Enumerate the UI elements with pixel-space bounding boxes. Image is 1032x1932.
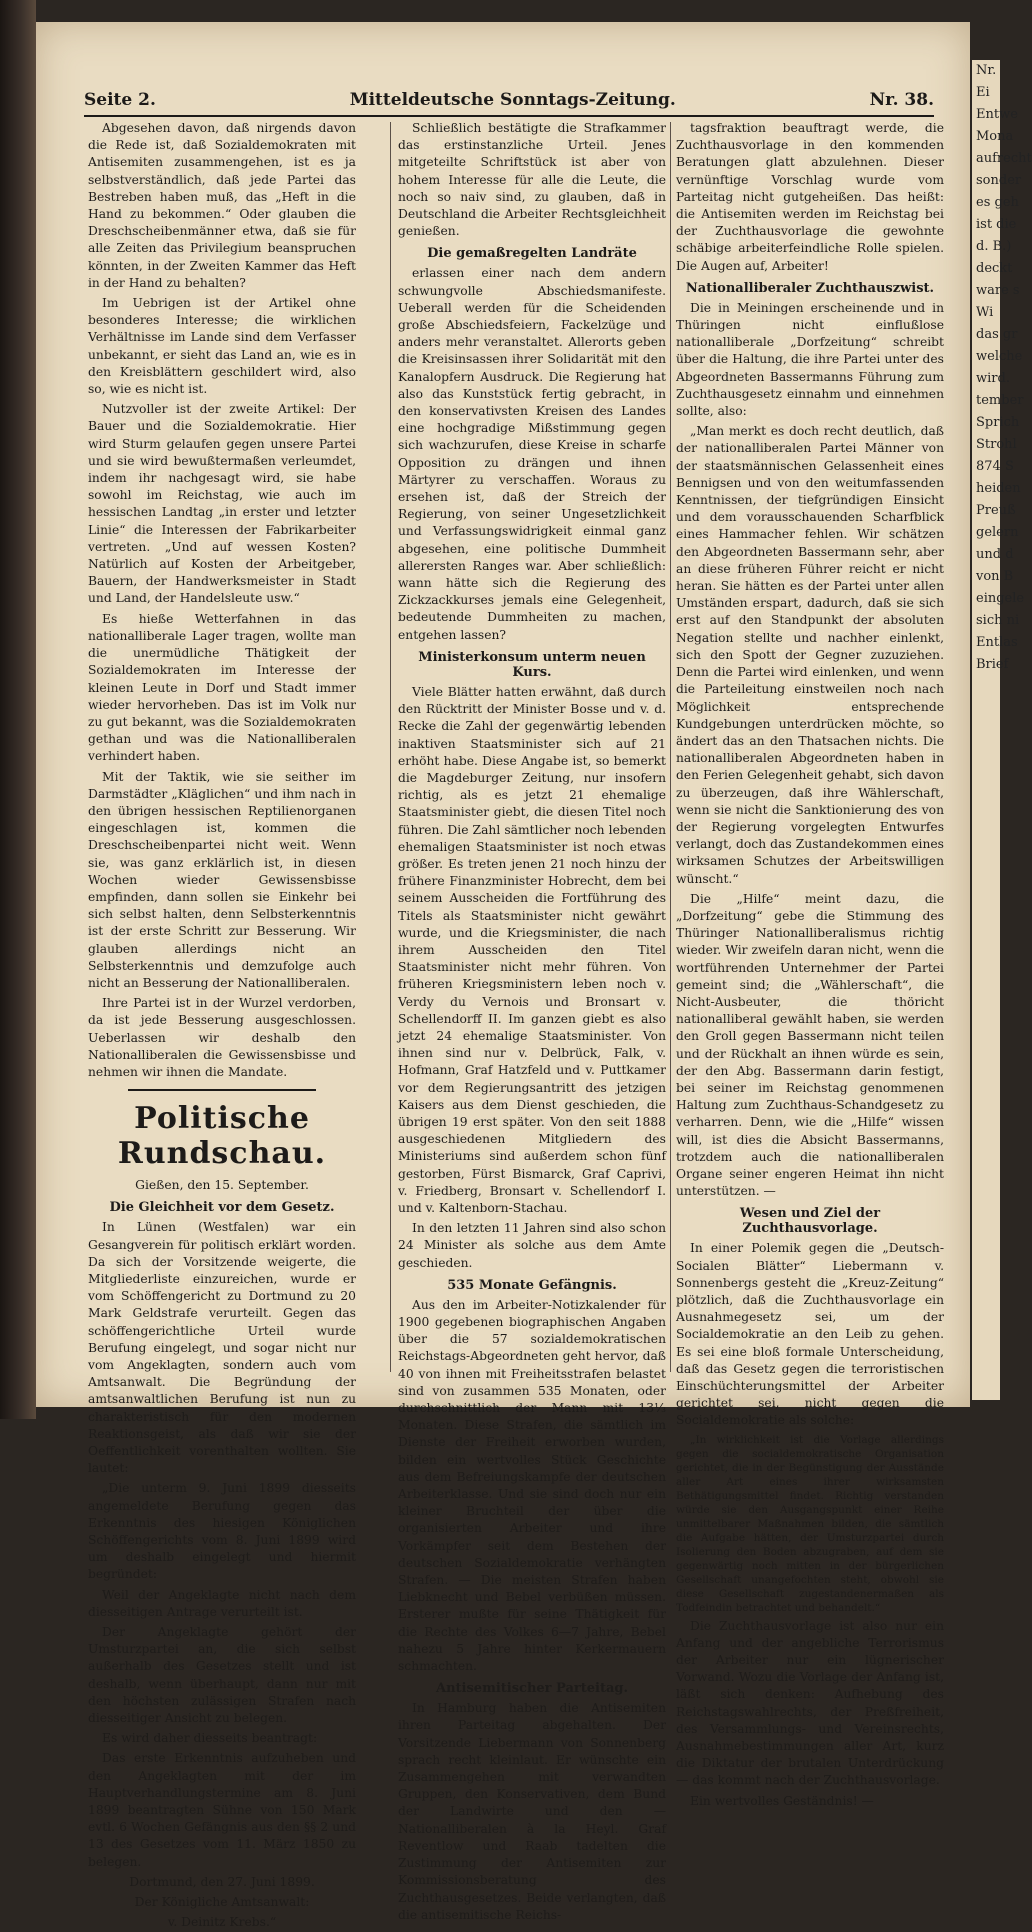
- article-paragraph: Es wird daher diesseits beantragt:: [102, 1731, 318, 1746]
- article-paragraph: Aus den im Arbeiter-Notizkalender für 1900 gegebenen biographischen Angaben über die 57 sozialdemokratischen Reichstags-Abgeordneten geht hervor, daß 40 von ihnen mit Freiheitsstrafen belastet sind von zusammen 535 Monaten, oder durchschnittlich der Mann mit 13⅓ Monaten. Diese Strafen, die sämtlich im Dienste der Freiheit erworben wurden, bilden ein wertvolles Stück Geschichte aus dem Befreiungskampfe der deutschen Arbeiterklasse. Und sie sind doch nur ein kleiner Bruchteil der über die organisierten Arbeiter und ihre Vorkämpfer seit dem Bestehen der deutschen Sozialdemokratie verhängten Strafen. — Die meisten Strafen haben Liebknecht und Bebel verbüßen müssen. Ersterer mußte für seine Thätigkeit für die Rechte des Volkes 6—7 Jahre, Bebel nahezu 5 Jahre hinter Kerkermauern schmachten.: [398, 1297, 666, 1674]
- adjacent-page-fragment: tember: [976, 393, 1024, 408]
- adjacent-page-fragment: heiden: [976, 481, 1021, 496]
- article-paragraph: Das erste Erkenntnis aufzuheben und den Angeklagten mit der im Hauptverhandlungstermine am 8. Juni 1899 beantragten Sühne von 150 Mark evtl. 6 Wochen Gefängnis aus den §§ 2 und 13 des Gesetzes vom 11. März 1850 zu belegen.: [88, 1751, 356, 1869]
- column-2: [398, 120, 666, 1922]
- quote-block: [676, 1433, 944, 1615]
- adjacent-page-fragment: deckt: [976, 261, 1013, 276]
- column-divider: [670, 122, 671, 1372]
- adjacent-page-fragment: ware s: [976, 283, 1020, 298]
- adjacent-page-fragment: Wi: [976, 305, 994, 320]
- article-paragraph: Der Angeklagte gehört der Umsturzpartei an, die sich selbst außerhalb des Gesetzes stellt und ist deshalb, wenn überhaupt, dann nur mit den höchsten zulässigen Strafen nach diesseitiger Ansicht zu belegen.: [88, 1625, 356, 1726]
- section-rule: [128, 1089, 316, 1091]
- article-paragraph: Abgesehen davon, daß nirgends davon die Rede ist, daß Sozialdemokraten mit Antisemiten zusammengehen, ist es ja selbstverständlich, daß jede Partei das Bestreben haben muß, das „Heft in die Hand zu bekommen.“ Oder glauben die Dreschscheibenmänner etwa, daß sie für alle Zeiten das Privilegium beanspruchen könnten, in der Zweiten Kammer das Heft in der Hand zu behalten?: [88, 121, 356, 290]
- adjacent-page-fragment: Ei: [976, 85, 990, 100]
- article-headline: Nationalliberaler Zuchthauszwist.: [685, 280, 935, 296]
- article-paragraph: Ihre Partei ist in der Wurzel verdorben, da ist jede Besserung ausgeschlossen. Ueberlassen wir deshalb den Nationalliberalen die Gewissensbisse und nehmen wir ihnen die Mandate.: [88, 996, 356, 1079]
- article-paragraph: Viele Blätter hatten erwähnt, daß durch den Rücktritt der Minister Bosse und v. d. Recke die Zahl der gegenwärtig lebenden inaktiven Staatsminister sich auf 21 erhöht habe. Diese Angabe ist, so bemerkt die Magdeburger Zeitung, nur insofern richtig, als es jetzt 21 ehemalige Staatsminister giebt, die diesen Titel noch führen. Die Zahl sämtlicher noch lebenden ehemaligen Staatsminister ist noch etwas größer. Es treten jenen 21 noch hinzu der frühere Finanzminister Hobrecht, dem bei seinem Ausscheiden die Fortführung des Titels als Staatsminister nicht gewährt wurde, und die Kriegsminister, die nach ihrem Ausscheiden den Titel Staatsminister nicht mehr führen. Von früheren Kriegsministern leben noch v. Verdy du Vernois und Bronsart v. Schellendorff II. Im ganzen giebt es also jetzt 24 ehemalige Staatsminister. Von ihnen sind nur v. Delbrück, Falk, v. Hofmann, Graf Hatzfeld und v. Puttkamer vor dem Regierungsantritt des jetzigen Kaisers aus dem Dienst geschieden, die übrigen 19 erst später. Von den seit 1888 ausgeschiedenen Mitgliedern des Ministeriums sind außerdem schon fünf gestorben, Fürst Bismarck, Graf Caprivi, v. Friedberg, Bronsart v. Schellendorf I. und v. Kaltenborn-Stachau.: [398, 684, 666, 1215]
- article-paragraph: Die in Meiningen erscheinende und in Thüringen nicht einflußlose nationalliberale „Dorfzeitung“ schreibt über die Haltung, die ihre Partei unter des Abgeordneten Bassermanns Führung zum Zuchthausgesetz einnahm und einnehmen sollte, also:: [676, 300, 944, 419]
- article-paragraph: Die „Hilfe“ meint dazu, die „Dorfzeitung“ gebe die Stimmung des Thüringer Nationalliberalismus richtig wieder. Wir zweifeln daran nicht, wenn die wortführenden Unternehmer der Partei gemeint sind; die „Wählerschaft“, die Nicht-Ausbeuter, die thöricht nationalliberal gewählt haben, sie werden den Groll gegen Bassermann nicht teilen und der Rückhalt an ihnen würde es sein, der den Abg. Bassermann darin festigt, bei seiner im Reichstag genommenen Haltung zum Zuchthaus-Schandgesetz zu verharren. Denn, wie die „Hilfe“ wissen will, ist dies die Absicht Bassermanns, trotzdem auch die nationalliberalen Organe seiner engeren Heimat ihn nicht unterstützen. —: [676, 891, 944, 1199]
- article-paragraph: „Man merkt es doch recht deutlich, daß der nationalliberalen Partei Männer von der staatsmännischen Gelassenheit eines Bennigsen und von den weitumfassenden Kenntnissen, der tiefgründigen Einsicht und dem vorausschauenden Scharfblick eines Hammacher fehlen. Wir schätzen den Abgeordneten Bassermann sehr, aber an diese früheren Führer reicht er nicht heran. Sie hätten es der Partei unter allen Umständen erspart, dadurch, daß sie sich erst auf den Standpunkt der absoluten Negation stellte und nachher einlenkt, sich den Spott der Gegner zuzuziehen. Denn die Partei wird einlenken, und wenn die Parteileitung einstweilen noch nach Möglichkeit entsprechende Kundgebungen unterdrücken möchte, so ändert das an den Thatsachen nichts. Die nationalliberalen Abgeordneten haben in den Ferien Gelegenheit gehabt, sich davon zu überzeugen, daß ihre Wählerschaft, wenn sie nicht die Sanktionierung des von der Regierung vorgelegten Entwurfes verlangt, doch das Zustandekommen eines wirksamen Schutzes der Arbeitswilligen wünscht.“: [676, 424, 944, 886]
- adjacent-page-fragment: gelern: [976, 525, 1019, 540]
- page-number: Seite 2.: [84, 90, 156, 110]
- adjacent-page-fragment: sich ni: [976, 613, 1020, 628]
- article-paragraph: In den letzten 11 Jahren sind also schon 24 Minister als solche aus dem Amte geschieden.: [398, 1221, 666, 1270]
- article-paragraph: Nutzvoller ist der zweite Artikel: Der Bauer und die Sozialdemokratie. Hier wird Sturm gelaufen gegen unsere Partei und sie wird bewußtermaßen verleumdet, indem ihr nachgesagt wird, sie habe sowohl im Reichstag, wie auch im hessischen Landtag „in erster und letzter Linie“ die Interessen der Fabrikarbeiter vertreten. „Und auf wessen Kosten? Natürlich auf Kosten der Arbeitgeber, Bauern, der Handwerksmeister in Stadt und Land, der Handelsleute usw.“: [88, 402, 356, 606]
- adjacent-page-fragment: Strohl: [976, 437, 1017, 452]
- article-paragraph: Es hieße Wetterfahnen in das nationalliberale Lager tragen, wollte man die unermüdliche Thätigkeit der Sozialdemokraten im Interesse der kleinen Leute in Dorf und Stadt immer wieder hervorheben. Das ist im Volk nur zu gut bekannt, was die Sozialdemokraten gethan und was die Nationalliberalen verhindert haben.: [88, 611, 356, 764]
- column-divider: [390, 122, 391, 1372]
- article-headline: Die gemaßregelten Landräte: [427, 246, 637, 262]
- adjacent-page-fragment: Sprich: [976, 415, 1020, 430]
- adjacent-page-fragment: das gr: [976, 327, 1018, 342]
- article-paragraph: „Die unterm 9. Juni 1899 diesseits angemeldete Berufung gegen das Erkenntnis des hiesigen Königlichen Schöffengerichts vom 8. Juni 1899 wird um deshalb eingelegt und hiermit begründet:: [88, 1481, 356, 1582]
- column-3: [676, 120, 944, 1808]
- adjacent-page-fragment: und d: [976, 547, 1014, 562]
- adjacent-page-fragment: aufrecht: [976, 151, 1032, 166]
- article-headline: Ministerkonsum unterm neuen Kurs.: [418, 649, 646, 680]
- signature-line: v. Deinitz Krebs.“: [167, 1915, 277, 1930]
- signature-line: Dortmund, den 27. Juni 1899.: [129, 1874, 315, 1889]
- adjacent-page-fragment: es geh: [976, 195, 1019, 210]
- dateline: Gießen, den 15. September.: [135, 1178, 309, 1193]
- article-paragraph: In einer Polemik gegen die „Deutsch-Socialen Blätter“ Liebermann v. Sonnenbergs gesteht die „Kreuz-Zeitung“ plötzlich, daß die Zuchthausvorlage ein Ausnahmegesetz sei, um der Socialdemokratie an den Leib zu gehen. Es sei eine bloß formale Unterscheidung, daß das Gesetz gegen die terroristischen Einschüchterungsmittel der Arbeiter gerichtet sei, nicht gegen die Socialdemokratie als solche:: [676, 1241, 944, 1428]
- article-headline: Antisemitischer Parteitag.: [436, 1681, 628, 1697]
- article-headline: Die Gleichheit vor dem Gesetz.: [109, 1200, 335, 1216]
- page-header: [84, 86, 934, 110]
- adjacent-page-fragment: sonder: [976, 173, 1022, 188]
- section-title: Politische Rundschau.: [117, 1101, 327, 1172]
- adjacent-page-edge: [972, 60, 1032, 1400]
- article-headline: 535 Monate Gefängnis.: [447, 1277, 617, 1293]
- article-paragraph: Die Zuchthausvorlage ist also nur ein Anfang und der angebliche Terrorismus der Arbeiter nur ein lügnerischer Vorwand. Wozu die Vorlage der Anfang ist, läßt sich denken: Aufhebung des Reichstagswahlrechts, der Preßfreiheit, des Versammlungs- und Vereinsrechts, Ausnahmebestimmungen aller Art, kurz die Diktatur der brutalen Unterdrückung — das kommt nach der Zuchthausvorlage.: [676, 1618, 944, 1788]
- adjacent-page-fragment: d. B.): [976, 239, 1012, 254]
- adjacent-page-fragment: Entwe: [976, 107, 1018, 122]
- article-paragraph: Weil der Angeklagte nicht nach dem diesseitigen Antrage verurteilt ist.: [88, 1587, 356, 1619]
- article-paragraph: erlassen einer nach dem andern schwungvolle Abschiedsmanifeste. Ueberall werden für die Scheidenden große Abschiedsfeiern, Fackelzüge und anders mehr veranstaltet. Allerorts geben die Kreisinsassen ihrer Solidarität mit den Kanalopfern Ausdruck. Die Regierung hat also das Kunststück fertig gebracht, in den konservativsten Kreisen des Landes eine hochgradige Mißstimmung gegen sich wachzurufen, diese Kreise in scharfe Opposition zu drängen und ihnen Märtyrer zu verschaffen. Woraus zu ersehen ist, daß der Streich der Regierung, von seiner Ungesetzlichkeit und Verfassungswidrigkeit einmal ganz abgesehen, eine politische Dummheit allerersten Ranges war. Aber schließlich: wann hätte sich die Regierung des Zickzackkurses jemals eine Gelegenheit, bedeutende Dummheiten zu machen, entgehen lassen?: [398, 266, 666, 642]
- article-paragraph: Im Uebrigen ist der Artikel ohne besonderes Interesse; die wirklichen Verhältnisse im Lande sind dem Verfasser unbekannt, er sieht das Land an, wie es in den Kreisblättern geschildert wird, also so, wie es nicht ist.: [88, 296, 356, 397]
- adjacent-page-fragment: von B: [976, 569, 1014, 584]
- article-paragraph: tagsfraktion beauftragt werde, die Zuchthausvorlage in den kommenden Beratungen glatt abzulehnen. Dieser vernünftige Vorschlag wurde vom Parteitag nicht gutgeheißen. Das heißt: die Antisemiten werden im Reichstag bei der Zuchthausvorlage die gewohnte schäbige arbeiterfeindliche Rolle spielen. Die Augen auf, Arbeiter!: [676, 121, 944, 273]
- adjacent-page-fragment: eingele: [976, 591, 1025, 606]
- adjacent-page-fragment: Brief: [976, 657, 1009, 672]
- adjacent-page-fragment: Nr.: [976, 63, 997, 78]
- adjacent-page-fragment: Mona: [976, 129, 1014, 144]
- article-headline: Wesen und Ziel der Zuchthausvorlage.: [739, 1206, 881, 1237]
- article-paragraph: In Hamburg haben die Antisemiten ihren Parteitag abgehalten. Der Vorsitzende Liebermann von Sonnenberg sprach recht kleinlaut. Er wünschte ein Zusammengehen mit verwandten Gruppen, den Konservativen, dem Bund der Landwirte und den — Nationalliberalen à la Heyl. Graf Reventlow und Raab tadelten die Zustimmung der Antisemiten zur Kommissionsberatung des Zuchthausgesetzes. Beide verlangten, daß die antisemitische Reichs-: [398, 1701, 666, 1922]
- article-paragraph: Mit der Taktik, wie sie seither im Darmstädter „Kläglichen“ und ihm nach in den übrigen hessischen Reptilienorganen eingeschlagen ist, kommen die Dreschscheibenpartei nicht weit. Wenn sie, was ganz erklärlich ist, in diesen Wochen wieder Gewissensbisse empfinden, dann sollen sie Einkehr bei sich selbst halten, denn Selbsterkenntnis ist der erste Schritt zur Besserung. Wir glauben allerdings nicht an Selbsterkenntnis und demzufolge auch nicht an Besserung der Nationalliberalen.: [88, 769, 356, 990]
- adjacent-page-fragment: Preuß: [976, 503, 1016, 518]
- article-paragraph: Ein wertvolles Geständnis! —: [690, 1793, 874, 1808]
- article-paragraph: In Lünen (Westfalen) war ein Gesangverein für politisch erklärt worden. Da sich der Vorsitzende weigerte, die Mitgliederliste einzureichen, wurde er vom Schöffengericht zu Dortmund zu 20 Mark Geldstrafe verurteilt. Gegen das schöffengerichtliche Urteil wurde Berufung eingelegt, und sogar nicht nur vom Angeklagten, sondern auch vom Amtsanwalt. Die Begründung der amtsanwaltlichen Berufung ist nun zu charakteristisch für den modernen Reaktionsgeist, als daß wir sie der Oeffentlichkeit vorenthalten wollten. Sie lautet:: [88, 1220, 356, 1476]
- newspaper-title: Mitteldeutsche Sonntags-Zeitung.: [349, 90, 676, 110]
- article-paragraph: Schließlich bestätigte die Strafkammer das erstinstanzliche Urteil. Jenes mitgeteilte Schriftstück ist aber von hohem Interesse für alle die Leute, die noch so naiv sind, zu glauben, daß in Deutschland die Arbeiter Rechtsgleichheit genießen.: [398, 121, 666, 239]
- adjacent-page-fragment: ist die: [976, 217, 1017, 232]
- column-1: [88, 120, 356, 1930]
- issue-number: Nr. 38.: [869, 90, 934, 110]
- adjacent-page-fragment: wird.: [976, 371, 1010, 386]
- quoted-paragraph: „In wirklichkeit ist die Vorlage allerdings gegen die socialdemokratische Organisation gerichtet, die in der Begünstigung der Ausstände aller Art eines ihrer wirksamsten Bethätigungsmittel findet. Richtig verstanden würde sie den Ausgangspunkt einer Reihe unmittelbarer Maßnahmen bilden, die sämtlich die Aufgabe hätten, der Umsturzpartei durch Isolierung den Boden abzugraben, auf dem sie gegenwärtig noch mitten in der bürgerlichen Gesellschaft unangefochten steht, obwohl sie diese Gesellschaft zugestandenermaßen als Todfeindin betrachtet und behandelt.“: [676, 1433, 944, 1614]
- header-rule: [84, 115, 934, 117]
- adjacent-page-fragment: 874 S: [976, 459, 1014, 474]
- adjacent-page-fragment: Entlas: [976, 635, 1018, 650]
- adjacent-page-fragment: welche: [976, 349, 1023, 364]
- book-binding: [0, 0, 36, 1419]
- signature-line: Der Königliche Amtsanwalt:: [134, 1895, 310, 1910]
